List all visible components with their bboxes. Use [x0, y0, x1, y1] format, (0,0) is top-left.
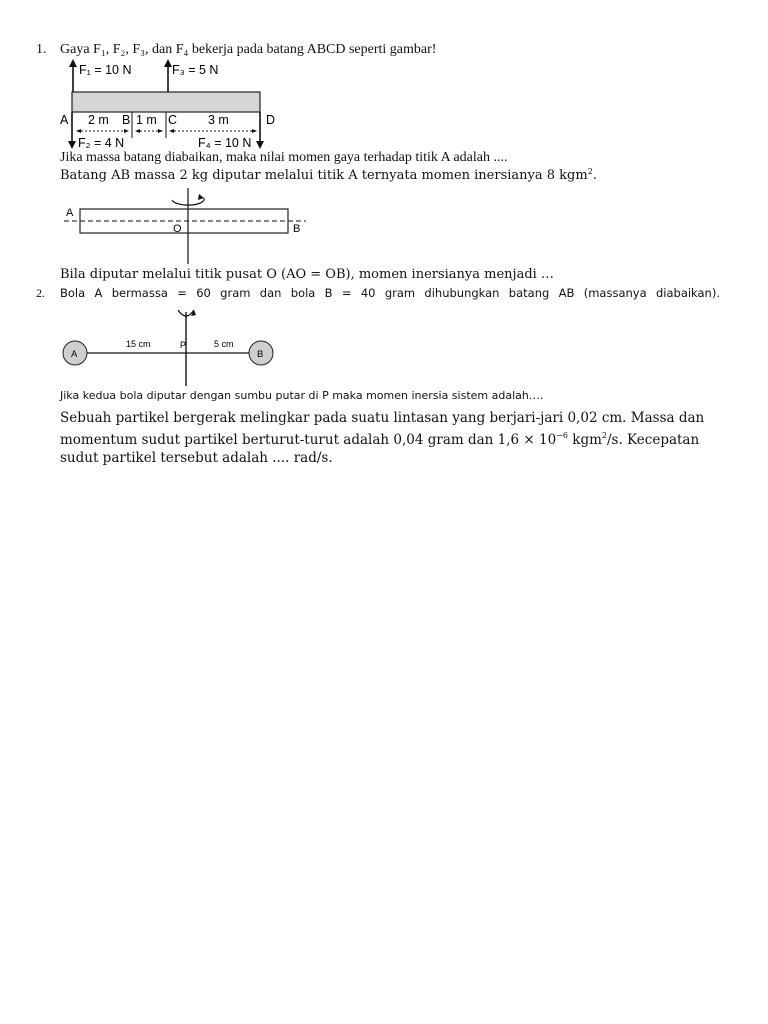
dist-cd-label: 3 m — [208, 113, 229, 127]
rotation-arrowhead — [198, 194, 204, 200]
question-3-text — [60, 409, 704, 467]
dim-bc-arrow-left — [135, 129, 140, 133]
point-c-label: C — [168, 113, 178, 127]
point-d-label: D — [266, 113, 276, 127]
ball-a-label: A — [71, 349, 78, 360]
question-2-number: 2. — [36, 286, 45, 300]
f3-label: F₃ = 5 N — [172, 63, 219, 77]
balls-rod-diagram — [58, 306, 284, 388]
pivot-label: P — [180, 340, 187, 350]
dim-bc-arrow-right — [158, 129, 163, 133]
question-2-text: Bola A bermassa = 60 gram dan bola B = 40 gram dihubungkan batang AB (massanya diabaikan). — [60, 286, 720, 300]
f4-arrowhead — [256, 141, 264, 149]
question-3-line-2: momentum sudut partikel berturut-turut adalah 0,04 gram dan $1,6 \times 10^{-6}$ kgm$^2$/s. Kecepatan — [60, 431, 700, 448]
dim-ab-arrow-left — [76, 129, 81, 133]
question-1b-text: Batang AB massa 2 kg diputar melalui titik A ternyata momen inersianya 8 kgm$^2$. — [60, 167, 597, 183]
rod-point-a-label: A — [66, 207, 74, 219]
force-bar-diagram — [56, 58, 296, 152]
question-1c-text: Bila diputar melalui titik pusat O (AO = OB), momen inersianya menjadi … — [60, 267, 554, 282]
dist-ab-label: 2 m — [88, 113, 109, 127]
ball-b-label: B — [257, 349, 264, 360]
question-1-text: Gaya F₁, F₂, F₃, dan F₄ bekerja pada batang ABCD seperti gambar! — [60, 42, 437, 57]
dim-ab-arrow-right — [124, 129, 129, 133]
f3-arrowhead — [164, 59, 172, 67]
dist-right-label: 5 cm — [214, 339, 234, 349]
point-a-label: A — [60, 113, 69, 127]
f1-arrowhead — [69, 59, 77, 67]
question-2-prompt: Jika kedua bola diputar dengan sumbu putar di P maka momen inersia sistem adalah…. — [60, 389, 544, 402]
rotating-rod-diagram — [60, 186, 310, 266]
rod-point-o-label: O — [173, 223, 182, 235]
dim-cd-arrow-right — [252, 129, 257, 133]
question-3-line-1: Sebuah partikel bergerak melingkar pada suatu lintasan yang berjari-jari 0,02 cm. Massa dan — [60, 410, 705, 426]
question-1-prompt: Jika massa batang diabaikan, maka nilai momen gaya terhadap titik A adalah .... — [60, 150, 508, 165]
question-3-line-3: sudut partikel tersebut adalah .... rad/s. — [60, 450, 333, 466]
dist-bc-label: 1 m — [136, 113, 157, 127]
question-1-number: 1. — [36, 42, 47, 57]
f2-arrowhead — [68, 141, 76, 149]
f1-label: F₁ = 10 N — [79, 63, 132, 77]
dim-cd-arrow-left — [169, 129, 174, 133]
point-b-label: B — [122, 113, 131, 127]
rod-point-b-label: B — [293, 223, 301, 235]
bar-abcd — [72, 92, 260, 112]
f4-label: F₄ = 10 N — [198, 136, 252, 150]
f2-label: F₂ = 4 N — [78, 136, 125, 150]
dist-left-label: 15 cm — [126, 339, 151, 349]
